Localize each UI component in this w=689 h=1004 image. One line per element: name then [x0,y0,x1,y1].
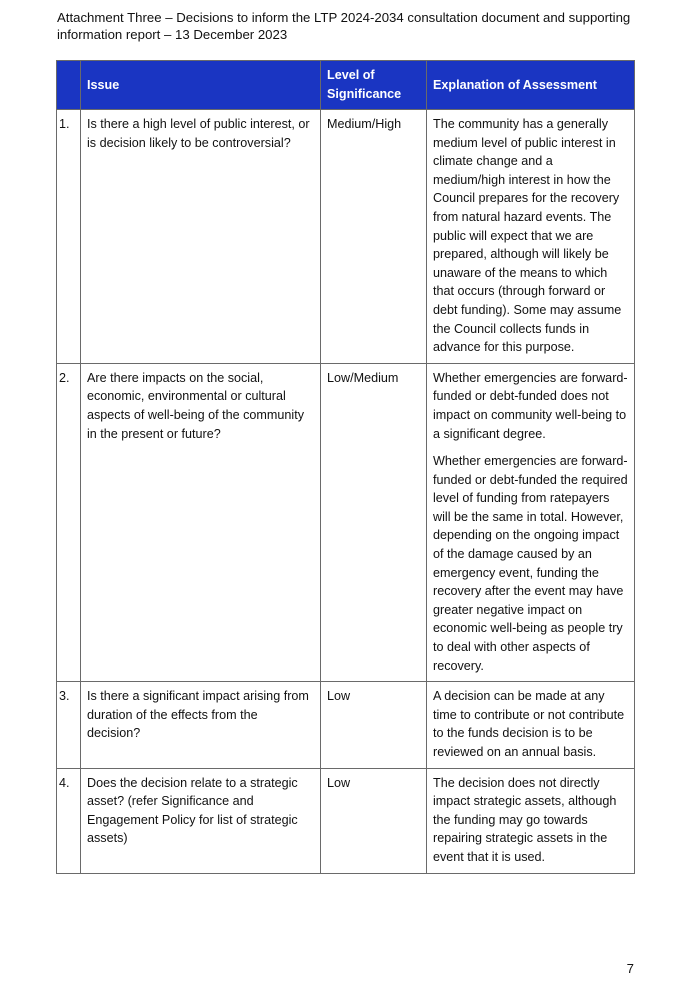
header-line-2: information report – 13 December 2023 [57,27,288,42]
assessment-table [56,60,635,874]
row-issue: Is there a significant impact arising from duration of the effects from the decision? [81,682,321,768]
row-significance: Low [321,682,427,768]
row-explanation [427,768,635,873]
row-explanation [427,363,635,682]
header-line-1: Attachment Three – Decisions to inform the LTP 2024-2034 consultation document and supporting [57,10,631,25]
row-number: 1. [57,110,81,364]
row-significance: Low [321,768,427,873]
explanation-paragraph: Whether emergencies are forward-funded or debt-funded does not impact on community well-being to a significant degree. [433,370,628,441]
table-row [57,363,635,682]
column-header-significance-line2: Significance [327,87,402,101]
column-header-issue-label: Issue [87,77,120,92]
page-number: 7 [626,961,634,976]
row-number: 3. [57,682,81,768]
row-number: 2. [57,363,81,682]
column-header-significance-line1: Level of [327,68,375,83]
table-row [57,110,635,364]
explanation-paragraph: The decision does not directly impact strategic assets, although the funding may go towards repairing strategic assets in the event that it is used. [433,775,617,864]
row-number: 4. [57,768,81,873]
row-issue: Is there a high level of public interest, or is decision likely to be controversial? [81,110,321,364]
document-header [57,9,647,43]
row-significance: Low/Medium [321,363,427,682]
explanation-paragraph: The community has a generally medium level of public interest in climate change and a medium/high interest in how the Council prepares for the recovery from natural hazard events. The public will expect that we are prepared, although will likely be unaware of the means to which that occurs (through forward or debt funding). Some may assume the Council collects funds in advance for this purpose. [433,117,622,355]
row-significance: Medium/High [321,110,427,364]
explanation-paragraph: A decision can be made at any time to contribute or not contribute to the funds decision is to be reviewed on an annual basis. [433,689,625,759]
column-header-explanation-label: Explanation of Assessment [433,77,597,92]
column-header-significance [321,61,427,110]
row-explanation [427,110,635,364]
column-header-number [57,61,81,110]
column-header-issue [81,61,321,110]
row-explanation [427,682,635,768]
column-header-explanation [427,61,635,110]
explanation-paragraph: Whether emergencies are forward-funded or debt-funded the required level of funding from ratepayers will be the same in total. However, depending on the ongoing impact of the damage caused by an emergency event, funding the recovery after the event may have greater negative impact on economic well-being as people try to deal with other aspects of recovery. [433,454,628,673]
table-row [57,682,635,768]
row-issue: Does the decision relate to a strategic asset? (refer Significance and Engagement Policy for list of strategic assets) [81,768,321,873]
table-header-row [57,61,635,110]
table-row [57,768,635,873]
row-issue: Are there impacts on the social, economic, environmental or cultural aspects of well-being of the community in the present or future? [81,363,321,682]
